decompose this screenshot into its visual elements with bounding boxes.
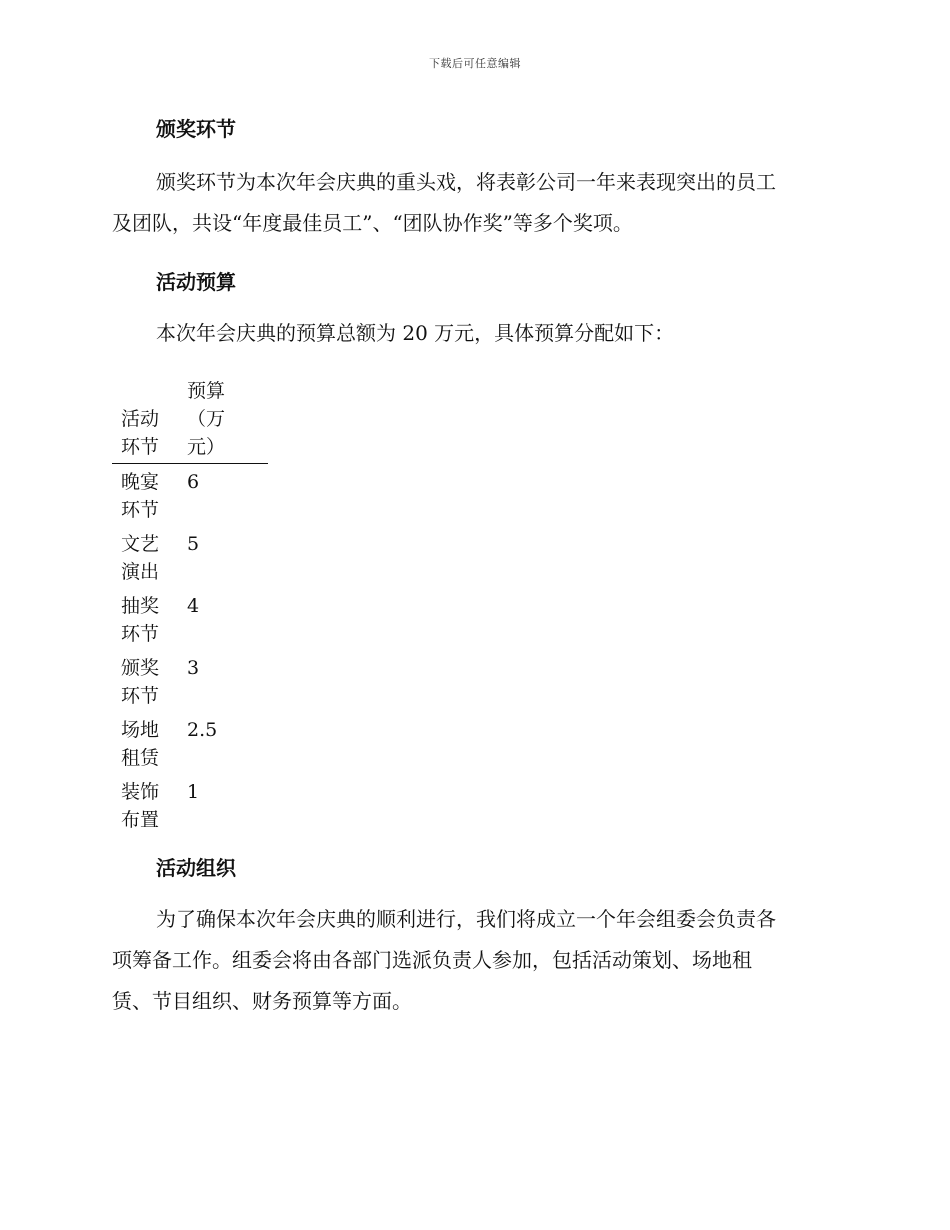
table-row	[112, 464, 268, 527]
table-cell-budget: 1	[187, 781, 200, 803]
paragraph-budget-intro	[112, 313, 832, 354]
table-header-row	[112, 377, 268, 464]
paragraph-line: 为了确保本次年会庆典的顺利进行，我们将成立一个年会组委会负责各	[156, 907, 776, 931]
table-cell-budget: 3	[187, 657, 200, 679]
table-cell-budget: 5	[187, 533, 200, 555]
table-cell-budget: 4	[187, 595, 200, 617]
paragraph-organization	[112, 899, 832, 1022]
budget-table	[112, 377, 268, 836]
table-cell-activity: 晚宴环节	[121, 471, 160, 521]
table-row	[112, 650, 268, 712]
table-cell-activity: 抽奖环节	[121, 595, 160, 645]
table-row	[112, 712, 268, 774]
table-cell-activity: 颁奖环节	[121, 657, 160, 707]
table-body	[112, 464, 268, 837]
table-row	[112, 774, 268, 836]
table-cell-budget: 6	[187, 471, 200, 493]
paragraph-line: 项筹备工作。组委会将由各部门选派负责人参加，包括活动策划、场地租	[112, 948, 752, 972]
paragraph-line: 本次年会庆典的预算总额为 20 万元，具体预算分配如下：	[156, 321, 675, 345]
table-header-activity: 活动环节	[121, 408, 160, 458]
table-row	[112, 588, 268, 650]
paragraph-line: 赁、节目组织、财务预算等方面。	[112, 989, 412, 1013]
table-row	[112, 526, 268, 588]
section-heading-budget: 活动预算	[156, 270, 236, 294]
table-cell-activity: 装饰布置	[121, 781, 160, 831]
paragraph-line: 颁奖环节为本次年会庆典的重头戏，将表彰公司一年来表现突出的员工	[156, 170, 776, 194]
section-heading-award: 颁奖环节	[156, 117, 236, 141]
table-cell-budget: 2.5	[187, 719, 218, 741]
section-heading-organization: 活动组织	[156, 856, 236, 880]
paragraph-line: 及团队，共设“年度最佳员工”、“团队协作奖”等多个奖项。	[112, 211, 633, 235]
table-cell-activity: 场地租赁	[121, 719, 160, 769]
paragraph-award	[112, 162, 832, 244]
table-cell-activity: 文艺演出	[121, 533, 160, 583]
page-header-note: 下载后可任意编辑	[429, 57, 521, 70]
table-header-budget: 预算（万元）	[187, 380, 226, 458]
